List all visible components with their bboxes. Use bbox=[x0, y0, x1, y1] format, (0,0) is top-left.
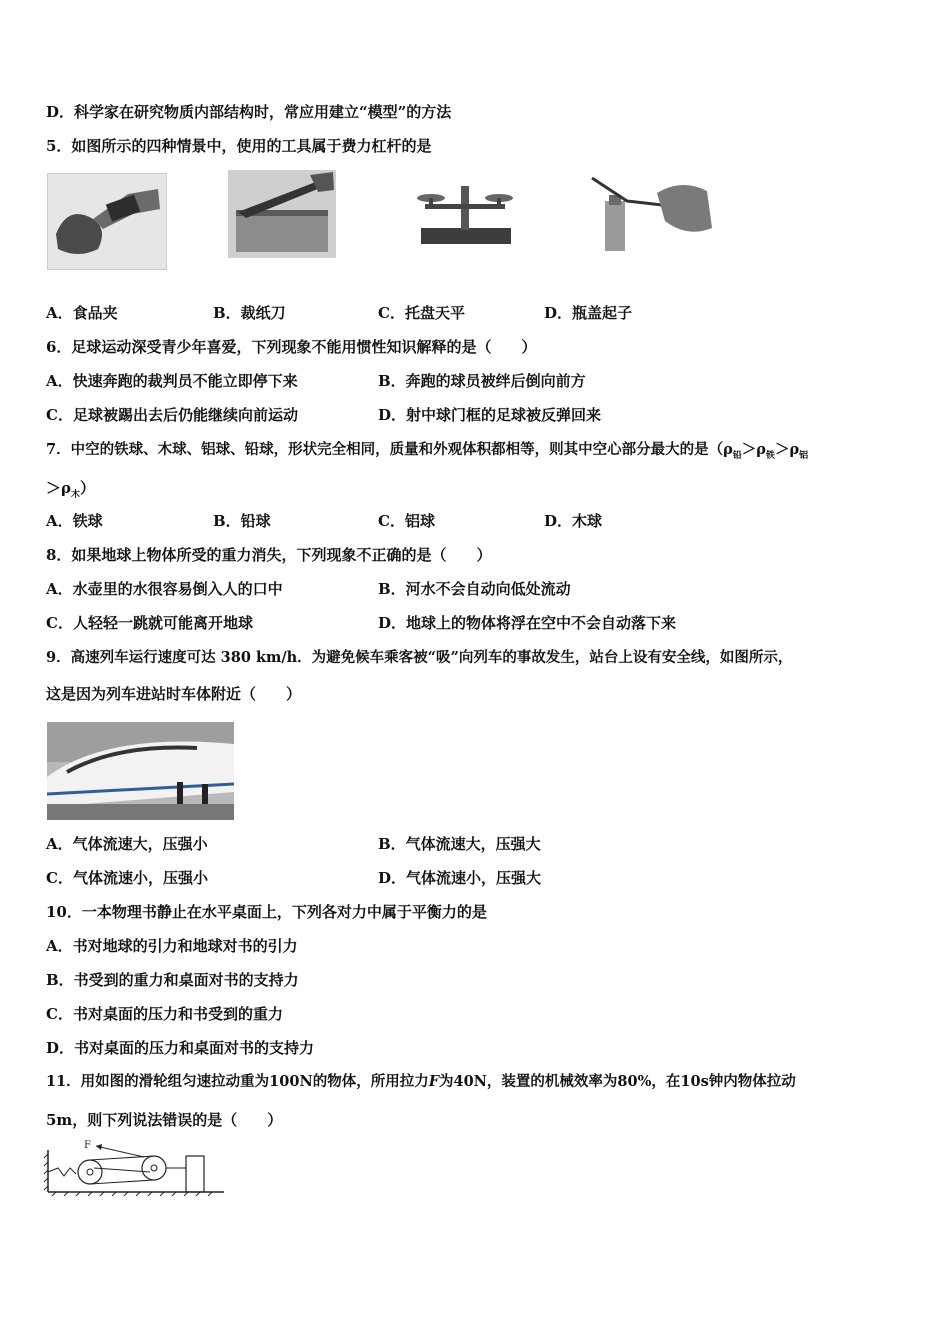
pulley-diagram bbox=[44, 1138, 226, 1196]
q6-option-a: A．快速奔跑的裁判员不能立即停下来 bbox=[46, 372, 298, 390]
q9-option-b: B．气体流速大，压强大 bbox=[378, 835, 541, 853]
q7-option-c: C．铝球 bbox=[378, 512, 435, 530]
bottle-opener-image bbox=[587, 173, 717, 251]
q9-stem-line2: 这是因为列车进站时车体附近（ ） bbox=[46, 685, 302, 703]
q10-option-b: B．书受到的重力和桌面对书的支持力 bbox=[46, 971, 299, 989]
q10-option-d: D．书对桌面的压力和桌面对书的支持力 bbox=[46, 1039, 315, 1057]
q8-option-c: C．人轻轻一跳就可能离开地球 bbox=[46, 614, 253, 632]
q7-stem-cont: $>\rho_木$） bbox=[46, 479, 96, 500]
q7-option-b: B．铅球 bbox=[213, 512, 271, 530]
q9-option-a: A．气体流速大，压强小 bbox=[46, 835, 208, 853]
q6-stem: 6．足球运动深受青少年喜爱，下列现象不能用惯性知识解释的是（ ） bbox=[46, 338, 537, 356]
q9-option-d: D．气体流速小，压强大 bbox=[378, 869, 542, 887]
q9-option-c: C．气体流速小，压强小 bbox=[46, 869, 208, 887]
q5-option-b: B．裁纸刀 bbox=[213, 304, 286, 322]
q6-option-d: D．射中球门框的足球被反弹回来 bbox=[378, 406, 602, 424]
q5-option-d: D．瓶盖起子 bbox=[544, 304, 633, 322]
high-speed-train-image bbox=[47, 722, 234, 820]
q7-stem: 7．中空的铁球、木球、铝球、铅球，形状完全相同，质量和外观体积都相等，则其中空心部分最大的是（$\rho_铅>\rho_铁>\rho_铝$ bbox=[46, 441, 809, 461]
q5-stem: 5．如图所示的四种情景中，使用的工具属于费力杠杆的是 bbox=[46, 137, 432, 155]
q4-option-d: D．科学家在研究物质内部结构时，常应用建立“模型”的方法 bbox=[46, 103, 452, 121]
food-tongs-image bbox=[47, 173, 167, 270]
q8-stem: 8．如果地球上物体所受的重力消失，下列现象不正确的是（ ） bbox=[46, 546, 492, 564]
q9-stem-line1: 9．高速列车运行速度可达 380 km/h．为避免候车乘客被“吸”向列车的事故发生，站台上设有安全线，如图所示， bbox=[46, 649, 793, 666]
q5-option-a: A．食品夹 bbox=[46, 304, 118, 322]
q6-option-c: C．足球被踢出去后仍能继续向前运动 bbox=[46, 406, 298, 424]
q6-option-b: B．奔跑的球员被绊后倒向前方 bbox=[378, 372, 586, 390]
q10-option-c: C．书对桌面的压力和书受到的重力 bbox=[46, 1005, 283, 1023]
q7-option-d: D．木球 bbox=[544, 512, 603, 530]
paper-cutter-image bbox=[228, 170, 336, 258]
q8-option-a: A．水壶里的水很容易倒入人的口中 bbox=[46, 580, 283, 598]
q8-option-b: B．河水不会自动向低处流动 bbox=[378, 580, 571, 598]
q8-option-d: D．地球上的物体将浮在空中不会自动落下来 bbox=[378, 614, 677, 632]
q11-stem-line1: 11．用如图的滑轮组匀速拉动重为100N的物体，所用拉力F为40N，装置的机械效率为80%，在10s钟内物体拉动 bbox=[46, 1073, 796, 1090]
q10-stem: 10．一本物理书静止在水平桌面上，下列各对力中属于平衡力的是 bbox=[46, 903, 487, 921]
q11-stem-line2: 5m，则下列说法错误的是（ ） bbox=[46, 1111, 283, 1129]
tray-balance-image bbox=[413, 176, 518, 248]
pulley-force-label: F bbox=[84, 1140, 91, 1151]
q10-option-a: A．书对地球的引力和地球对书的引力 bbox=[46, 937, 298, 955]
q7-option-a: A．铁球 bbox=[46, 512, 103, 530]
q5-option-c: C．托盘天平 bbox=[378, 304, 465, 322]
